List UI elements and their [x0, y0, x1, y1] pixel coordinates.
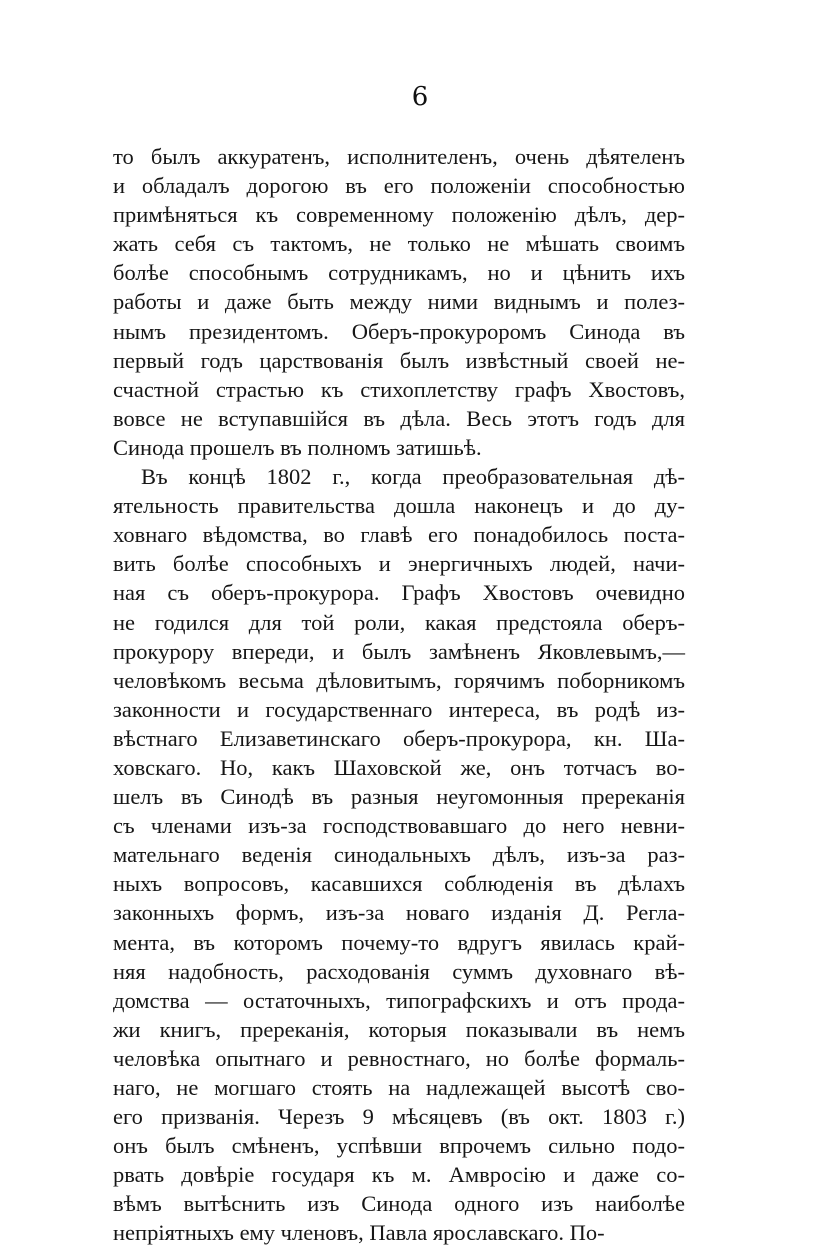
text-line: болѣе способнымъ сотрудникамъ, но и цѣнить ихъ — [113, 260, 685, 286]
text-line: няя надобность, расходованія суммъ духовнаго вѣ- — [113, 958, 685, 984]
text-line: ховнаго вѣдомства, во главѣ его понадобилось поста- — [113, 522, 685, 548]
text-line: наго, не могшаго стоять на надлежащей высотѣ сво- — [113, 1075, 685, 1100]
paragraph — [113, 142, 685, 462]
text-line: непріятныхъ ему членовъ, Павла ярославскаго. По- — [113, 1220, 605, 1246]
paragraph — [113, 462, 685, 1248]
text-line: мательнаго веденія синодальныхъ дѣлъ, изъ-за раз- — [113, 842, 685, 868]
text-line: законныхъ формъ, изъ-за новаго изданія Д. Регла- — [113, 900, 685, 926]
text-line: ховскаго. Но, какъ Шаховской же, онъ тотчасъ во- — [113, 754, 685, 780]
text-line: нымъ президентомъ. Оберъ-прокуроромъ Синода въ — [113, 318, 685, 344]
text-line: вить болѣе способныхъ и энергичныхъ людей, начи- — [113, 551, 685, 577]
text-line: Синода прошелъ въ полномъ затишьѣ. — [113, 434, 482, 460]
text-line: примѣняться къ современному положенію дѣлъ, дер- — [113, 202, 685, 228]
text-line: жи книгъ, пререканія, которыя показывали въ немъ — [113, 1016, 685, 1042]
text-line: ятельность правительства дошла наконецъ и до ду- — [113, 493, 685, 519]
text-line: не годился для той роли, какая предстояла оберъ- — [113, 609, 685, 635]
text-line: вовсе не вступавшійся въ дѣла. Весь этотъ годъ для — [113, 405, 685, 431]
text-line: мента, въ которомъ почему-то вдругъ явилась край- — [113, 929, 685, 955]
text-line: онъ былъ смѣненъ, успѣвши впрочемъ сильно подо- — [113, 1133, 685, 1159]
text-line: ныхъ вопросовъ, касавшихся соблюденія въ дѣлахъ — [113, 871, 685, 897]
text-line: жать себя съ тактомъ, не только не мѣшать своимъ — [113, 231, 685, 257]
text-line: Въ концѣ 1802 г., когда преобразовательная дѣ- — [141, 464, 685, 490]
text-line: работы и даже быть между ними виднымъ и полез- — [113, 289, 685, 315]
text-line: счастной страстью къ стихоплетству графъ Хвостовъ, — [113, 376, 685, 402]
text-line: съ членами изъ-за господствовавшаго до него невни- — [113, 813, 685, 839]
text-line: законности и государственнаго интереса, въ родѣ из- — [113, 696, 685, 722]
text-line: человѣка опытнаго и ревностнаго, но болѣе формаль- — [113, 1045, 685, 1071]
text-line: ная съ оберъ-прокурора. Графъ Хвостовъ очевидно — [113, 580, 685, 606]
text-line: шелъ въ Синодѣ въ разныя неугомонныя пререканія — [113, 784, 685, 810]
text-line: его призванія. Черезъ 9 мѣсяцевъ (въ окт. 1803 г.) — [113, 1104, 685, 1130]
text-line: и обладалъ дорогою въ его положеніи способностью — [113, 173, 685, 199]
text-line: первый годъ царствованія былъ извѣстный своей не- — [113, 347, 685, 373]
page-number: 6 — [411, 82, 429, 112]
text-line: вѣмъ вытѣснить изъ Синода одного изъ наиболѣе — [113, 1191, 685, 1217]
text-line: человѣкомъ весьма дѣловитымъ, горячимъ поборникомъ — [113, 667, 685, 693]
body-text — [113, 142, 685, 1248]
text-line: рвать довѣріе государя къ м. Амвросію и даже со- — [113, 1162, 685, 1188]
text-line: домства — остаточныхъ, типографскихъ и отъ прода- — [113, 987, 685, 1013]
text-line: прокурору впереди, и былъ замѣненъ Яковлевымъ,— — [113, 638, 685, 664]
text-line: вѣстнаго Елизаветинскаго оберъ-прокурора, кн. Ша- — [113, 725, 685, 751]
text-line: то былъ аккуратенъ, исполнителенъ, очень дѣятеленъ — [113, 144, 685, 169]
